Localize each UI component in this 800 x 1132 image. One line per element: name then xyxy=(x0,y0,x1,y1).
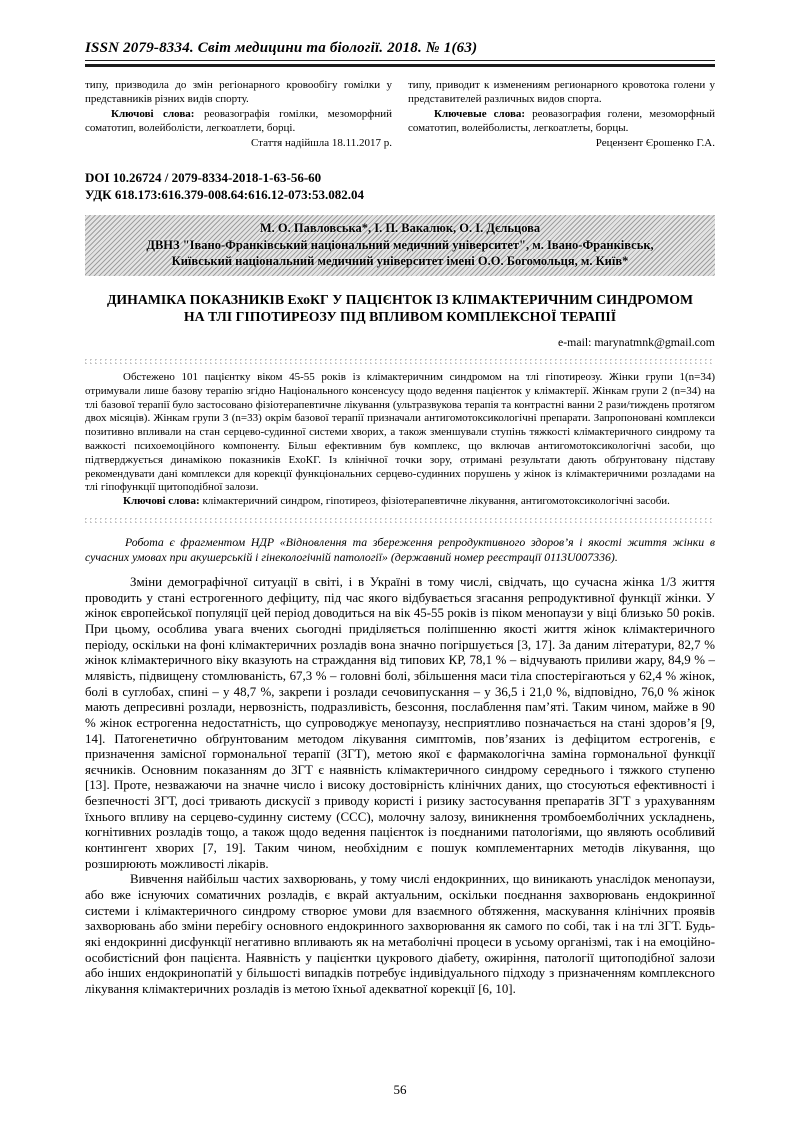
authors-banner xyxy=(85,215,715,276)
body-paragraph-1: Зміни демографічної ситуації в світі, і в Україні в тому числі, свідчать, що сучасна жінка 1/3 життя проводить у стані естрогенного дефіциту, під час якого відбувається згасання репродуктивної функції жінки. У жінок європейської популяції цей період доводиться на вік 45-55 років із піком менопаузи у віці близько 50 років. При цьому, особлива увага вчених сьогодні приділяється поліпшенню якості життя жінок клімактеричного періоду, оскільки на фоні клімактеричних розладів вона значно погіршується [3, 17]. За даним літератури, 82,7 % жінок клімактеричного віку вказують на страждання від типових КР, 78,1 % – відчувають приливи жару, 84,9 % – млявість, підвищену стомлюваність, 67,3 % – головні болі, збільшення маси тіла спостерігаються у 62,4 % жінок, болі в суглобах, спині – у 48,7 %, закрепи і розлади сечовипускання – у 36,5 і 21,0 %, відповідно, 76,0 % жінок мають депресивні розлади, нервозність, подразливість, безсоння, послаблення пам’яті. Таким чином, майже в 90 % жінок естрогенна недостатність, що супроводжує менопаузу, несприятливо позначається на стані здоров’я [9, 14]. Патогенетично обґрунтованим методом лікування симптомів, пов’язаних із дефіцитом естрогенів, є призначення замісної гормональної терапії (ЗГТ), метою якої є фармакологічна заміна гормональної функції яєчників. Основним показанням до ЗГТ є наявність клімактеричного синдрому середнього і тяжкого ступеню [13]. Проте, незважаючи на значне число і високу достовірність клінічних даних, що стосуються ефективності і безпечності ЗГТ, досі тривають дискусії з приводу користі і ризику застосування препаратів ЗГТ з урахуванням їхнього впливу на серцево-судинну систему (ССС), молочну залозу, виникнення тромбоемболічних ускладнень, когнітивних розладів тощо, а також щодо ведення пацієнток із поєднаними патологіями, що являють особливий контингент хворих [7, 19]. Таким чином, необхідним є пошук комплементарних методів лікування, що розширюють можливості лікарів. xyxy=(85,574,715,871)
identifiers-block xyxy=(85,170,715,203)
keywords-text-ua: реовазографія гомілки, мезоморфний соматотип, волейболісти, легкоатлети, борці. xyxy=(85,107,392,134)
research-project-note: Робота є фрагментом НДР «Відновлення та збереження репродуктивного здоров’я і якості життя жінки в сучасних умовах при акушерській і гінекологічній патології» (державний номер реєстрації 0113U007336). xyxy=(85,534,715,565)
keywords-label-ru: Ключевые слова: xyxy=(434,107,526,120)
abstract-keywords-text: клімактеричний синдром, гіпотиреоз, фізіотерапевтичне лікування, антигомотоксикологічні засоби. xyxy=(199,495,670,508)
prev-article-right-column xyxy=(408,78,715,150)
authors-line: М. О. Павловська*, І. П. Вакалюк, О. І. Дєльцова xyxy=(259,221,541,236)
separator-zigzag-bottom xyxy=(85,518,715,523)
keywords-label-ua: Ключові слова: xyxy=(111,107,195,120)
previous-article-tail xyxy=(85,78,715,150)
abstract-keywords-label: Ключові слова: xyxy=(123,495,200,508)
abstract-section xyxy=(85,371,715,509)
header-double-rule xyxy=(85,60,715,67)
affiliation-line-1: ДВНЗ "Івано-Франківський національний медичний університет", м. Івано-Франківськ, xyxy=(146,237,654,252)
prev-article-text-ua: типу, призводила до змін регіонарного кровообігу гомілки у представників різних видів спорту. xyxy=(85,79,392,106)
prev-article-keywords-ua xyxy=(85,107,392,136)
keywords-text-ru: реовазография голени, мезоморфный соматотип, волейболисты, легкоатлеты, борцы. xyxy=(408,107,715,134)
prev-article-left-column xyxy=(85,78,392,150)
separator-zigzag-top xyxy=(85,359,715,364)
prev-article-text-ru: типу, приводит к изменениям регионарного кровотока голени у представителей различных видов спорта. xyxy=(408,79,715,106)
page-number: 56 xyxy=(393,1082,407,1097)
doi-line: DOI 10.26724 / 2079-8334-2018-1-63-56-60 xyxy=(85,170,322,186)
abstract-keywords-line xyxy=(85,495,715,509)
abstract-text: Обстежено 101 пацієнтку віком 45-55 років із клімактеричним синдромом на тлі гіпотиреозу. Жінки групи 1(n=34) отримували лише базову терапію згідно Національного консенсусу щодо ведення пацієнток у клімактерії. Жінкам групи 2 (n=34) на тлі базової терапії було застосовано фізіотерапевтичне лікування (ультразвукова терапія та контрастні ванни 2 рази/тиждень протягом двох місяців). Жінкам групи 3 (n=33) окрім базової терапії призначали антигомотоксикологічні препарати. Запропоновані комплекси позитивно впливали на стан серцево-судинної системи хворих, а також зменшували ступінь тяжкості клімактеричного синдрому та важкості психоемоційного компоненту. Більш ефективним був комплекс, що включав антигомотоксикологічні засоби, що підтверджується динамікою показників ЕхоКГ. Із клінічної точки зору, отримані результати дають обґрунтовану підставу рекомендувати дані комплекси для корекції функціональних серцево-судинних порушень у жінок із клімактеричними розладами на тлі гіпофункції щитоподібної залози. xyxy=(85,370,715,494)
running-head xyxy=(85,0,715,67)
article-body xyxy=(85,575,715,998)
body-paragraph-2: Вивчення найбільш частих захворювань, у тому числі ендокринних, що виникають унаслідок менопаузи, або вже існуючих соматичних розладів, є вкрай актуальним, оскільки поєднання захворювань ендокринної системи і клімактеричного синдрому створює умови для взаємного обтяження, маскування клінічних проявів захворювань або зміни перебігу основного ендокринного захворювання як самого по собі, так і на тлі ЗГТ. Будь-які ендокринні дисфункції негативно впливають як на метаболічні процеси в усьому організмі, так і на емоційно-особистісний фон пацієнта. Наявність у пацієнтки цукрового діабету, ожиріння, патології щитоподібної залози або інших ендокринопатій у більшості випадків потребує індивідуального підходу з призначенням комплексного лікування клімактеричних розладів із метою їхньої адекватної корекції [6, 10]. xyxy=(85,872,715,997)
reviewer-line: Рецензент Єрошенко Г.А. xyxy=(595,137,715,150)
article-title: ДИНАМІКА ПОКАЗНИКІВ ЕхоКГ У ПАЦІЄНТОК ІЗ КЛІМАКТЕРИЧНИМ СИНДРОМОМ НА ТЛІ ГІПОТИРЕОЗУ ПІД ВПЛИВОМ КОМПЛЕКСНОЇ ТЕРАПІЇ xyxy=(106,291,694,325)
email-line: e-mail: marynatmnk@gmail.com xyxy=(558,334,715,349)
received-date-line: Стаття надійшла 18.11.2017 р. xyxy=(250,137,392,150)
issn-journal-line: ISSN 2079-8334. Світ медицини та біології. 2018. № 1(63) xyxy=(85,40,478,56)
affiliation-line-2: Київський національний медичний університет імені О.О. Богомольця, м. Київ* xyxy=(171,254,629,269)
page-content xyxy=(85,0,715,998)
udc-line: УДК 618.173:616.379-008.64:616.12-073:53.082.04 xyxy=(85,186,364,202)
prev-article-keywords-ru xyxy=(408,107,715,136)
